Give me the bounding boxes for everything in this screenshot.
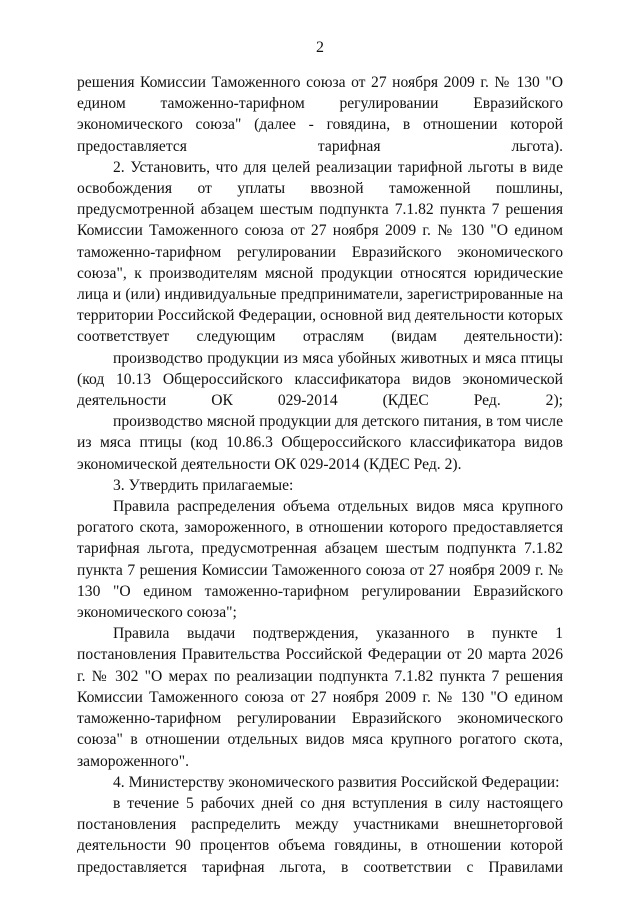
paragraph-rules-distribution: Правила распределения объема отдельных видов мяса крупного рогатого скота, замороженного, в отношении которого предоставляется тарифная льгота, предусмотренная абзацем шестым подпункта 7.1.82 пункта 7 решения Комиссии Таможенного союза от 27 ноября 2009 г. № 130 "О едином таможенно-тарифном регулировании Евразийского экономического союза"; [77,498,563,622]
paragraph-continuation: решения Комиссии Таможенного союза от 27 ноября 2009 г. № 130 "О едином таможенно-тарифном регулировании Евразийского экономического союза" (далее - говядина, в отношении которой предоставляется тарифная льгота). [77,74,563,155]
page-number: 2 [316,39,324,56]
paragraph-activity-meat: производство продукции из мяса убойных животных и мяса птицы (код 10.13 Общероссийского классификатора видов экономической деятельности ОК 029-2014 (КДЕС Ред. 2); [77,349,563,410]
paragraph-item-4: 4. Министерству экономического развития Российской Федерации: [113,773,560,791]
paragraph-activity-baby-food: производство мясной продукции для детского питания, в том числе из мяса птицы (код 10.86.3 Общероссийского классификатора видов экономической деятельности ОК 029-2014 (КДЕС Ред. 2). [77,413,563,473]
paragraph-rules-confirmation: Правила выдачи подтверждения, указанного в пункте 1 постановления Правительства Российской Федерации от 20 марта 2026 г. № 302 "О мерах по реализации подпункта 7.1.82 пункта 7 решения Комиссии Таможенного союза от 27 ноября 2009 г. № 130 "О едином таможенно-тарифном регулировании Евразийского экономического союза" в отношении отдельных видов мяса крупного рогатого скота, замороженного". [77,625,563,770]
paragraph-distribution-term: в течение 5 рабочих дней со дня вступления в силу настоящего постановления распределить между участниками внешнеторговой деятельности 90 процентов объема говядины, в отношении которой предоставляется тарифная льгота, в соответствии с Правилами [77,794,563,876]
paragraph-item-3: 3. Утвердить прилагаемые: [113,476,294,494]
document-body [77,72,563,878]
paragraph-item-2: 2. Установить, что для целей реализации тарифной льготы в виде освобождения от уплаты ввозной таможенной пошлины, предусмотренной абзацем шестым подпункта 7.1.82 пункта 7 решения Комиссии Таможенного союза от 27 ноября 2009 г. № 130 "О едином таможенно-тарифном регулировании Евразийского экономического союза", к производителям мясной продукции относятся юридические лица и (или) индивидуальные предприниматели, зарегистрированные на территории Российской Федерации, основной вид деятельности которых соответствует следующим отраслям (видам деятельности): [77,158,563,346]
